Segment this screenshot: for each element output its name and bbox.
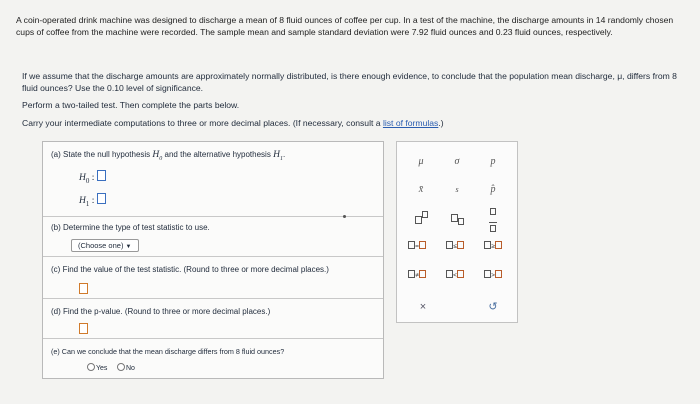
yes-option[interactable]: Yes	[87, 363, 107, 372]
divider	[43, 338, 383, 339]
divider	[43, 216, 383, 217]
undo-icon[interactable]: ↺	[488, 301, 498, 313]
fraction-button[interactable]	[479, 208, 507, 224]
carry-end: .)	[438, 118, 444, 128]
problem-paragraph-1: A coin-operated drink machine was designed to discharge a mean of 8 fluid ounces of coffee per cup. In a test of the machine, the discharge amounts in 14 randomly chosen cups of coffee from the machine were recorded. The sample mean and sample standard deviation were 7.92 fluid ounces and 0.23 fluid ounces, respectively.	[16, 15, 674, 37]
part-b-label: (b)	[51, 223, 61, 232]
subscript-button[interactable]	[443, 211, 471, 227]
box-icon	[415, 216, 422, 224]
box-icon	[451, 214, 458, 222]
h0-inline: $H_0$	[152, 150, 163, 162]
test-statistic-select[interactable]: (Choose one) ▼	[71, 239, 139, 252]
clear-icon[interactable]: ×	[419, 301, 427, 313]
problem-paragraph-4	[22, 118, 444, 128]
not-equal-button[interactable]: ≠	[403, 268, 431, 284]
problem-intro	[16, 14, 688, 38]
part-c-text: Find the value of the test statistic. (Round to three or more decimal places.)	[62, 265, 329, 274]
question-panel: (a) State the null hypothesis $H_0$ and the alternative hypothesis $H_1$. $H_0$ : $H_1$ : (b) Determine the type of test statistic to use. (Choose one) ▼ (c) Find the value of the test statistic. (Round to three or more decimal places.) (d) Find the p-value. (Round to three or more decimal places.) (e) Can we conclude that the mean discharge differs from 8 fluid ounces? Yes No	[42, 141, 384, 379]
test-statistic-input[interactable]	[79, 283, 88, 294]
h1-inline: $H_1$	[273, 150, 283, 162]
greater-equal-button[interactable]: ≥	[479, 239, 507, 255]
part-d-label: (d)	[51, 307, 61, 316]
fraction-bar-icon	[489, 222, 497, 223]
part-a-text: State the null hypothesis	[63, 150, 151, 159]
part-d-text: Find the p-value. (Round to three or more decimal places.)	[63, 307, 271, 316]
yes-radio[interactable]	[87, 363, 95, 371]
h0-input[interactable]	[97, 170, 106, 181]
h1-row: $H_1$ :	[79, 193, 106, 208]
divider	[43, 298, 383, 299]
divider	[43, 256, 383, 257]
superscript-button[interactable]	[407, 211, 435, 227]
h1-input[interactable]	[97, 193, 106, 204]
mu-button[interactable]: μ	[418, 156, 424, 167]
numerator-box-icon	[490, 208, 496, 215]
p-value-input[interactable]	[79, 323, 88, 334]
part-a-and: and the alternative hypothesis	[164, 150, 271, 159]
part-a-label: (a)	[51, 150, 61, 159]
superscript-box-icon	[422, 211, 428, 218]
problem-paragraph-3: Perform a two-tailed test. Then complete the parts below.	[22, 100, 240, 110]
no-radio[interactable]	[117, 363, 125, 371]
equals-button[interactable]: =	[403, 239, 431, 255]
phat-button[interactable]: p̂	[490, 184, 496, 195]
denominator-box-icon	[490, 225, 496, 232]
cursor-dot	[343, 215, 346, 218]
no-option[interactable]: No	[117, 363, 135, 372]
chevron-down-icon: ▼	[125, 244, 132, 250]
greater-than-button[interactable]: >	[479, 268, 507, 284]
s-button[interactable]: s	[455, 185, 459, 194]
less-equal-button[interactable]: ≤	[441, 239, 469, 255]
less-than-button[interactable]: <	[441, 268, 469, 284]
part-c-label: (c)	[51, 265, 61, 274]
formulas-link[interactable]: list of formulas	[382, 118, 439, 128]
problem-paragraph-2: If we assume that the discharge amounts are approximately normally distributed, is there enough evidence, to conclude that the population mean discharge, μ, differs from 8 fluid ounces? Use the 0.10 level of significance.	[22, 71, 677, 93]
carry-text: Carry your intermediate computations to three or more decimal places. (If necessary, consult a	[22, 118, 381, 128]
xbar-button[interactable]: x̄	[418, 184, 424, 195]
part-e-label: (e)	[51, 347, 60, 356]
subscript-box-icon	[458, 218, 464, 225]
p-button[interactable]: p	[490, 156, 496, 167]
part-e-text: Can we conclude that the mean discharge differs from 8 fluid ounces?	[61, 347, 285, 356]
math-toolbox	[396, 141, 518, 323]
sigma-button[interactable]: σ	[454, 156, 460, 167]
part-b-text: Determine the type of test statistic to use.	[63, 223, 210, 232]
h0-row: $H_0$ :	[79, 170, 106, 185]
